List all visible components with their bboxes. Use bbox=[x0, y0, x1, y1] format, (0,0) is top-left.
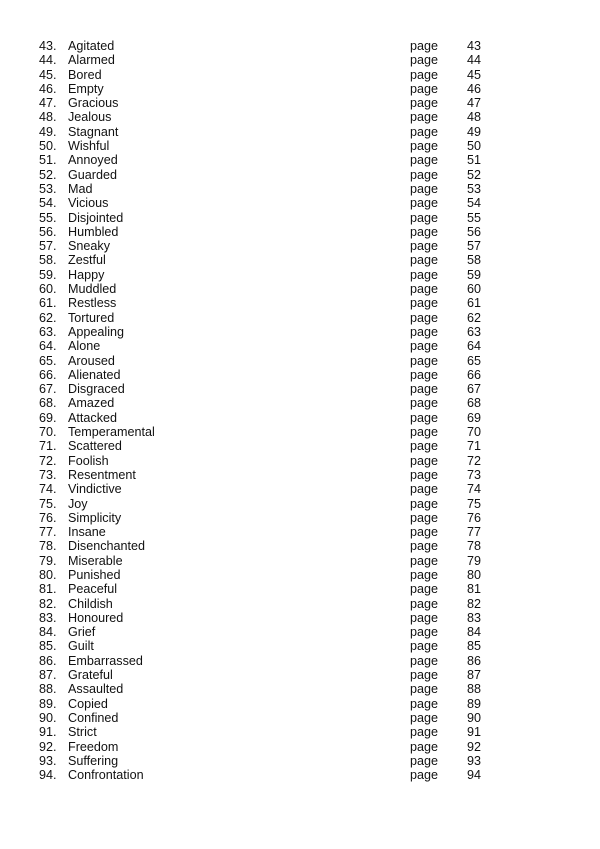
entry-number: 77. bbox=[39, 525, 57, 540]
toc-entry bbox=[0, 754, 600, 768]
page-number: 58 bbox=[467, 253, 482, 268]
toc-entry bbox=[0, 740, 600, 754]
page-number: 76 bbox=[467, 510, 482, 525]
page-number: 64 bbox=[467, 339, 482, 354]
toc-entry bbox=[0, 568, 600, 582]
page-number: 62 bbox=[467, 310, 482, 325]
page-number: 54 bbox=[467, 196, 482, 211]
toc-entry bbox=[0, 68, 600, 82]
entry-number: 85. bbox=[39, 639, 57, 654]
page-label: page bbox=[410, 768, 439, 783]
entry-number: 60. bbox=[39, 282, 57, 297]
entry-title: Happy bbox=[68, 267, 105, 282]
page-label: page bbox=[410, 339, 439, 354]
page-number: 68 bbox=[467, 396, 482, 411]
page-number: 89 bbox=[467, 696, 482, 711]
page-number: 78 bbox=[467, 539, 482, 554]
entry-title: Humbled bbox=[68, 224, 119, 239]
entry-title: Disgraced bbox=[68, 382, 125, 397]
entry-title: Empty bbox=[68, 81, 104, 96]
toc-entry bbox=[0, 639, 600, 653]
page-number: 44 bbox=[467, 53, 482, 68]
entry-title: Alienated bbox=[68, 367, 121, 382]
page-number: 74 bbox=[467, 482, 482, 497]
entry-number: 48. bbox=[39, 110, 57, 125]
page-label: page bbox=[410, 425, 439, 440]
page-label: page bbox=[410, 382, 439, 397]
entry-title: Sneaky bbox=[68, 239, 111, 254]
entry-number: 59. bbox=[39, 267, 57, 282]
page-number: 59 bbox=[467, 267, 482, 282]
entry-number: 91. bbox=[39, 725, 57, 740]
entry-title: Strict bbox=[68, 725, 97, 740]
entry-number: 46. bbox=[39, 81, 57, 96]
entry-number: 72. bbox=[39, 453, 57, 468]
toc-entry bbox=[0, 211, 600, 225]
page-label: page bbox=[410, 253, 439, 268]
page-number: 73 bbox=[467, 467, 482, 482]
entry-title: Joy bbox=[68, 496, 88, 511]
page-number: 60 bbox=[467, 282, 482, 297]
page-label: page bbox=[410, 453, 439, 468]
page-number: 45 bbox=[467, 67, 482, 82]
entry-number: 47. bbox=[39, 96, 57, 111]
toc-entry bbox=[0, 354, 600, 368]
page-label: page bbox=[410, 167, 439, 182]
entry-title: Vicious bbox=[68, 196, 109, 211]
page-number: 49 bbox=[467, 124, 482, 139]
toc-entry bbox=[0, 711, 600, 725]
entry-title: Confined bbox=[68, 710, 119, 725]
entry-number: 94. bbox=[39, 768, 57, 783]
toc-entry bbox=[0, 325, 600, 339]
page-label: page bbox=[410, 753, 439, 768]
toc-entry bbox=[0, 597, 600, 611]
page-label: page bbox=[410, 496, 439, 511]
entry-number: 78. bbox=[39, 539, 57, 554]
toc-entry bbox=[0, 182, 600, 196]
toc-entry bbox=[0, 411, 600, 425]
page-label: page bbox=[410, 553, 439, 568]
entry-number: 89. bbox=[39, 696, 57, 711]
page-label: page bbox=[410, 81, 439, 96]
toc-entry bbox=[0, 625, 600, 639]
page-number: 83 bbox=[467, 610, 482, 625]
toc-entry bbox=[0, 53, 600, 67]
page-label: page bbox=[410, 153, 439, 168]
entry-title: Scattered bbox=[68, 439, 122, 454]
entry-number: 66. bbox=[39, 367, 57, 382]
page-label: page bbox=[410, 296, 439, 311]
page-label: page bbox=[410, 410, 439, 425]
page-number: 85 bbox=[467, 639, 482, 654]
entry-number: 44. bbox=[39, 53, 57, 68]
page-label: page bbox=[410, 682, 439, 697]
page-number: 79 bbox=[467, 553, 482, 568]
toc-entry bbox=[0, 225, 600, 239]
page-number: 82 bbox=[467, 596, 482, 611]
toc-entry bbox=[0, 654, 600, 668]
page-number: 72 bbox=[467, 453, 482, 468]
page-number: 81 bbox=[467, 582, 482, 597]
entry-number: 58. bbox=[39, 253, 57, 268]
page-label: page bbox=[410, 653, 439, 668]
entry-title: Restless bbox=[68, 296, 117, 311]
page-label: page bbox=[410, 139, 439, 154]
page-label: page bbox=[410, 353, 439, 368]
entry-title: Childish bbox=[68, 596, 113, 611]
entry-title: Miserable bbox=[68, 553, 123, 568]
page-label: page bbox=[410, 668, 439, 683]
entry-number: 93. bbox=[39, 753, 57, 768]
page-label: page bbox=[410, 110, 439, 125]
toc-entry bbox=[0, 468, 600, 482]
toc-entry bbox=[0, 497, 600, 511]
entry-number: 83. bbox=[39, 610, 57, 625]
entry-title: Guilt bbox=[68, 639, 94, 654]
page-label: page bbox=[410, 324, 439, 339]
page-number: 84 bbox=[467, 625, 482, 640]
entry-number: 80. bbox=[39, 567, 57, 582]
page-label: page bbox=[410, 739, 439, 754]
entry-number: 45. bbox=[39, 67, 57, 82]
page-label: page bbox=[410, 224, 439, 239]
page-label: page bbox=[410, 525, 439, 540]
entry-number: 86. bbox=[39, 653, 57, 668]
entry-number: 51. bbox=[39, 153, 57, 168]
entry-number: 43. bbox=[39, 39, 57, 53]
entry-number: 57. bbox=[39, 239, 57, 254]
toc-entry bbox=[0, 125, 600, 139]
page-number: 75 bbox=[467, 496, 482, 511]
page-label: page bbox=[410, 596, 439, 611]
page-label: page bbox=[410, 567, 439, 582]
page-number: 57 bbox=[467, 239, 482, 254]
entry-title: Alone bbox=[68, 339, 101, 354]
page-number: 80 bbox=[467, 567, 482, 582]
entry-number: 55. bbox=[39, 210, 57, 225]
toc-entry bbox=[0, 396, 600, 410]
page-number: 86 bbox=[467, 653, 482, 668]
page-label: page bbox=[410, 267, 439, 282]
page-number: 92 bbox=[467, 739, 482, 754]
entry-title: Alarmed bbox=[68, 53, 115, 68]
entry-number: 82. bbox=[39, 596, 57, 611]
entry-title: Attacked bbox=[68, 410, 118, 425]
page-number: 46 bbox=[467, 81, 482, 96]
toc-entry bbox=[0, 168, 600, 182]
page-number: 53 bbox=[467, 181, 482, 196]
page-label: page bbox=[410, 539, 439, 554]
toc-entry bbox=[0, 153, 600, 167]
entry-title: Vindictive bbox=[68, 482, 122, 497]
entry-title: Appealing bbox=[68, 324, 125, 339]
entry-title: Resentment bbox=[68, 467, 136, 482]
entry-title: Suffering bbox=[68, 753, 119, 768]
entry-number: 54. bbox=[39, 196, 57, 211]
page-number: 55 bbox=[467, 210, 482, 225]
entry-title: Bored bbox=[68, 67, 102, 82]
page-number: 87 bbox=[467, 668, 482, 683]
page-number: 61 bbox=[467, 296, 482, 311]
page-label: page bbox=[410, 510, 439, 525]
toc-entry bbox=[0, 110, 600, 124]
page-number: 71 bbox=[467, 439, 482, 454]
page-number: 50 bbox=[467, 139, 482, 154]
entry-number: 53. bbox=[39, 181, 57, 196]
entry-number: 62. bbox=[39, 310, 57, 325]
entry-title: Jealous bbox=[68, 110, 112, 125]
toc-entry bbox=[0, 425, 600, 439]
page-label: page bbox=[410, 67, 439, 82]
entry-number: 75. bbox=[39, 496, 57, 511]
page-number: 88 bbox=[467, 682, 482, 697]
page-label: page bbox=[410, 367, 439, 382]
entry-title: Zestful bbox=[68, 253, 106, 268]
page-number: 51 bbox=[467, 153, 482, 168]
entry-number: 65. bbox=[39, 353, 57, 368]
page-number: 91 bbox=[467, 725, 482, 740]
toc-entry bbox=[0, 682, 600, 696]
entry-number: 84. bbox=[39, 625, 57, 640]
entry-title: Aroused bbox=[68, 353, 115, 368]
page-label: page bbox=[410, 467, 439, 482]
toc-entry bbox=[0, 454, 600, 468]
page-label: page bbox=[410, 725, 439, 740]
entry-number: 56. bbox=[39, 224, 57, 239]
toc-entry bbox=[0, 382, 600, 396]
toc-entry bbox=[0, 582, 600, 596]
page-label: page bbox=[410, 310, 439, 325]
toc-entry bbox=[0, 511, 600, 525]
entry-number: 92. bbox=[39, 739, 57, 754]
entry-title: Confrontation bbox=[68, 768, 144, 783]
page-label: page bbox=[410, 239, 439, 254]
toc-entry bbox=[0, 296, 600, 310]
page-number: 56 bbox=[467, 224, 482, 239]
entry-title: Copied bbox=[68, 696, 108, 711]
page-label: page bbox=[410, 696, 439, 711]
entry-title: Punished bbox=[68, 567, 121, 582]
page-number: 90 bbox=[467, 710, 482, 725]
page-label: page bbox=[410, 639, 439, 654]
page-label: page bbox=[410, 396, 439, 411]
entry-title: Tortured bbox=[68, 310, 115, 325]
page-number: 43 bbox=[467, 39, 482, 53]
entry-title: Disenchanted bbox=[68, 539, 146, 554]
toc-entry bbox=[0, 525, 600, 539]
page-number: 93 bbox=[467, 753, 482, 768]
toc-entry bbox=[0, 697, 600, 711]
entry-title: Wishful bbox=[68, 139, 110, 154]
toc-entry bbox=[0, 611, 600, 625]
page-number: 47 bbox=[467, 96, 482, 111]
entry-title: Freedom bbox=[68, 739, 119, 754]
entry-title: Foolish bbox=[68, 453, 109, 468]
entry-title: Guarded bbox=[68, 167, 118, 182]
page-label: page bbox=[410, 582, 439, 597]
page-label: page bbox=[410, 282, 439, 297]
entry-number: 90. bbox=[39, 710, 57, 725]
entry-title: Mad bbox=[68, 181, 93, 196]
toc-entry bbox=[0, 268, 600, 282]
page-label: page bbox=[410, 439, 439, 454]
toc-entry bbox=[0, 196, 600, 210]
page-number: 70 bbox=[467, 425, 482, 440]
page-label: page bbox=[410, 210, 439, 225]
entry-number: 88. bbox=[39, 682, 57, 697]
entry-number: 63. bbox=[39, 324, 57, 339]
page-number: 63 bbox=[467, 324, 482, 339]
entry-title: Grief bbox=[68, 625, 96, 640]
toc-entry bbox=[0, 96, 600, 110]
entry-number: 76. bbox=[39, 510, 57, 525]
page-number: 69 bbox=[467, 410, 482, 425]
entry-title: Assaulted bbox=[68, 682, 124, 697]
page-label: page bbox=[410, 482, 439, 497]
page-label: page bbox=[410, 53, 439, 68]
toc-entry bbox=[0, 668, 600, 682]
toc-entry bbox=[0, 554, 600, 568]
entry-title: Honoured bbox=[68, 610, 124, 625]
toc-entry bbox=[0, 368, 600, 382]
entry-title: Disjointed bbox=[68, 210, 124, 225]
entry-number: 67. bbox=[39, 382, 57, 397]
page-label: page bbox=[410, 124, 439, 139]
entry-number: 74. bbox=[39, 482, 57, 497]
toc-entry bbox=[0, 339, 600, 353]
page-number: 77 bbox=[467, 525, 482, 540]
toc-entry bbox=[0, 253, 600, 267]
entry-number: 69. bbox=[39, 410, 57, 425]
entry-title: Peaceful bbox=[68, 582, 118, 597]
page-number: 52 bbox=[467, 167, 482, 182]
entry-number: 71. bbox=[39, 439, 57, 454]
toc-entry bbox=[0, 539, 600, 553]
page-label: page bbox=[410, 181, 439, 196]
toc-entry bbox=[0, 482, 600, 496]
entry-title: Muddled bbox=[68, 282, 117, 297]
entry-title: Grateful bbox=[68, 668, 113, 683]
toc-entry bbox=[0, 39, 600, 53]
entry-number: 70. bbox=[39, 425, 57, 440]
toc-entry bbox=[0, 239, 600, 253]
page-label: page bbox=[410, 710, 439, 725]
entry-number: 50. bbox=[39, 139, 57, 154]
toc-entry bbox=[0, 768, 600, 782]
entry-title: Annoyed bbox=[68, 153, 118, 168]
entry-title: Temperamental bbox=[68, 425, 155, 440]
page-label: page bbox=[410, 625, 439, 640]
table-of-contents bbox=[0, 39, 600, 782]
entry-title: Insane bbox=[68, 525, 106, 540]
page-label: page bbox=[410, 610, 439, 625]
toc-entry bbox=[0, 725, 600, 739]
entry-number: 64. bbox=[39, 339, 57, 354]
entry-title: Stagnant bbox=[68, 124, 119, 139]
page-label: page bbox=[410, 196, 439, 211]
toc-entry bbox=[0, 439, 600, 453]
entry-title: Simplicity bbox=[68, 510, 122, 525]
entry-title: Amazed bbox=[68, 396, 115, 411]
page-label: page bbox=[410, 96, 439, 111]
entry-number: 49. bbox=[39, 124, 57, 139]
entry-title: Embarrassed bbox=[68, 653, 143, 668]
entry-title: Gracious bbox=[68, 96, 119, 111]
entry-number: 73. bbox=[39, 467, 57, 482]
page-number: 66 bbox=[467, 367, 482, 382]
page-label: page bbox=[410, 39, 439, 53]
entry-title: Agitated bbox=[68, 39, 115, 53]
entry-number: 61. bbox=[39, 296, 57, 311]
page-number: 48 bbox=[467, 110, 482, 125]
page-number: 94 bbox=[467, 768, 482, 783]
page-number: 67 bbox=[467, 382, 482, 397]
page-number: 65 bbox=[467, 353, 482, 368]
entry-number: 79. bbox=[39, 553, 57, 568]
entry-number: 81. bbox=[39, 582, 57, 597]
entry-number: 68. bbox=[39, 396, 57, 411]
toc-entry bbox=[0, 139, 600, 153]
toc-entry bbox=[0, 82, 600, 96]
toc-entry bbox=[0, 311, 600, 325]
toc-entry bbox=[0, 282, 600, 296]
entry-number: 87. bbox=[39, 668, 57, 683]
entry-number: 52. bbox=[39, 167, 57, 182]
